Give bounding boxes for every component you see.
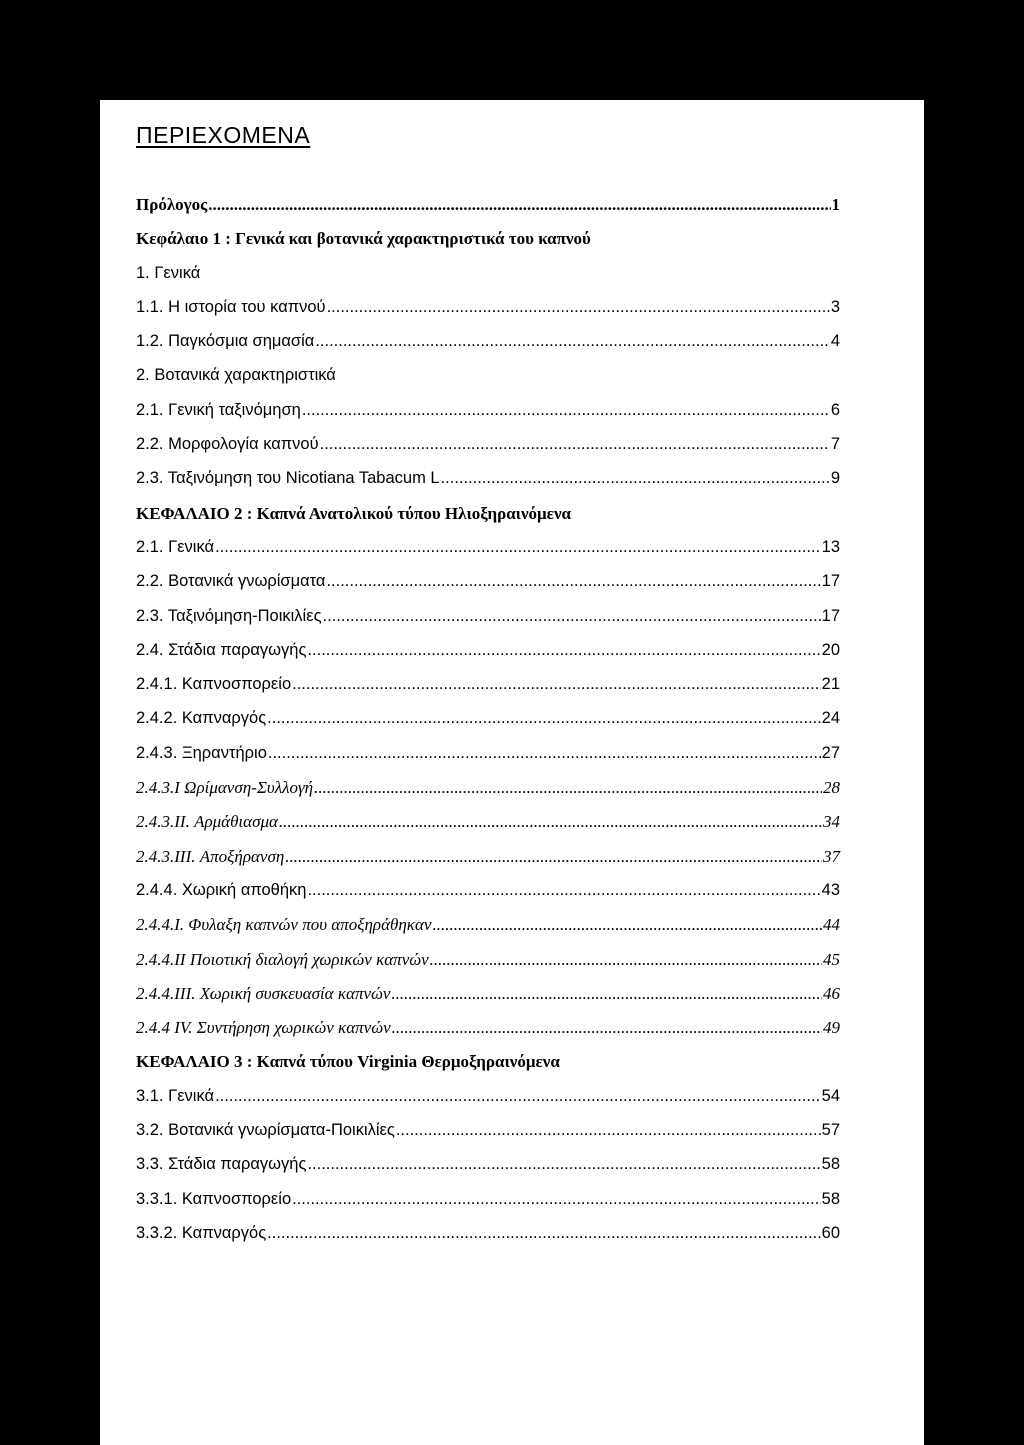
toc-entry-page-number: 4 xyxy=(830,332,840,351)
toc-entry-label: 2.4.3.III. Αποξήρανση xyxy=(136,846,285,866)
toc-entry xyxy=(136,1190,840,1224)
dot-leader xyxy=(315,332,830,351)
toc-entry xyxy=(136,847,840,881)
toc-entry-page-number: 17 xyxy=(821,572,840,591)
dot-leader xyxy=(267,709,820,728)
toc-entry-page-number: 24 xyxy=(821,709,840,728)
toc-entry-page-number: 58 xyxy=(821,1155,840,1174)
toc-entry-label: 2.4.1. Καπνοσπορείο xyxy=(136,675,292,694)
toc-entry-page-number: 6 xyxy=(830,400,840,419)
dot-leader xyxy=(292,675,821,694)
toc-entry xyxy=(136,1224,840,1258)
toc-entry-label: 2.4.4.II Ποιοτική διαλογή χωρικών καπνών xyxy=(136,949,429,969)
dot-leader xyxy=(320,435,830,454)
toc-entry xyxy=(136,1121,840,1155)
toc-entry-label: 2.4.3.I Ωρίμανση-Συλλογή xyxy=(136,778,314,798)
toc-entry-label: 2.1. Γενική ταξινόμηση xyxy=(136,400,301,419)
toc-entry-label: 3.1. Γενικά xyxy=(136,1086,215,1105)
dot-leader xyxy=(314,778,822,798)
toc-entry xyxy=(136,229,840,263)
toc-entry xyxy=(136,1018,840,1052)
toc-entry-label: 2.4.4.III. Χωρική συσκευασία καπνών xyxy=(136,983,391,1003)
toc-entry-label: 2.4.3. Ξηραντήριο xyxy=(136,743,267,762)
toc-entry xyxy=(136,435,840,469)
toc-entry-page-number: 7 xyxy=(830,435,840,454)
toc-entry xyxy=(136,332,840,366)
toc-entry xyxy=(136,298,840,332)
toc-entry-label: 2.2. Μορφολογία καπνού xyxy=(136,435,319,454)
dot-leader xyxy=(396,1121,821,1140)
toc-entry xyxy=(136,607,840,641)
toc-entry-page-number: 34 xyxy=(823,812,840,832)
dot-leader xyxy=(215,1087,821,1106)
toc-entry xyxy=(136,401,840,435)
toc-entry-label: ΚΕΦΑΛΑΙΟ 2 : Καπνά Ανατολικού τύπου Ηλιοξηραινόμενα xyxy=(136,503,572,523)
dot-leader xyxy=(285,847,822,867)
dot-leader xyxy=(307,1155,820,1174)
dot-leader xyxy=(430,950,822,970)
toc-entry xyxy=(136,641,840,675)
toc-entry-label: 3.2. Βοτανικά γνωρίσματα-Ποικιλίες xyxy=(136,1121,395,1140)
toc-entry-page-number: 54 xyxy=(821,1086,840,1105)
toc-entry-label: 2. Βοτανικά χαρακτηριστικά xyxy=(136,366,336,385)
toc-entry-page-number: 58 xyxy=(821,1189,840,1208)
toc-entry-page-number: 9 xyxy=(830,469,840,488)
toc-entry xyxy=(136,984,840,1018)
toc-entry-label: 2.3. Ταξινόμηση-Ποικιλίες xyxy=(136,606,322,625)
toc-entry xyxy=(136,1052,840,1086)
toc-entry-page-number: 57 xyxy=(821,1121,840,1140)
toc-entry xyxy=(136,778,840,812)
toc-entry-page-number: 20 xyxy=(821,640,840,659)
toc-entry-page-number: 45 xyxy=(823,949,840,969)
toc-entry-label: Κεφάλαιο 1 : Γενικά και βοτανικά χαρακτηριστικά του καπνού xyxy=(136,229,591,249)
toc-entry-page-number: 21 xyxy=(821,675,840,694)
toc-entry-label: 2.2. Βοτανικά γνωρίσματα xyxy=(136,572,326,591)
toc-entry-label: 1.2. Παγκόσμια σημασία xyxy=(136,332,315,351)
toc-entry xyxy=(136,744,840,778)
toc-entry-label: 2.4.4. Χωρική αποθήκη xyxy=(136,880,307,899)
toc-entry-page-number: 28 xyxy=(823,778,840,798)
toc-entry-label: 3.3.1. Καπνοσπορείο xyxy=(136,1189,292,1208)
table-of-contents xyxy=(136,195,840,1258)
dot-leader xyxy=(215,538,821,557)
toc-entry-label: Πρόλογος xyxy=(136,195,208,214)
toc-entry-label: 2.4.3.II. Αρμάθιασμα xyxy=(136,812,278,832)
dot-leader xyxy=(323,607,821,626)
toc-entry xyxy=(136,538,840,572)
toc-entry xyxy=(136,675,840,709)
toc-entry-page-number: 60 xyxy=(821,1223,840,1242)
toc-entry-label: 3.3.2. Καπναργός xyxy=(136,1223,267,1242)
dot-leader xyxy=(302,401,830,420)
dot-leader xyxy=(432,915,822,935)
dot-leader xyxy=(391,984,822,1004)
toc-entry-page-number: 44 xyxy=(823,915,840,935)
toc-entry xyxy=(136,915,840,949)
toc-entry-label: 2.4. Στάδια παραγωγής xyxy=(136,640,307,659)
toc-entry xyxy=(136,366,840,400)
toc-entry xyxy=(136,1155,840,1189)
toc-entry xyxy=(136,572,840,606)
dot-leader xyxy=(307,641,820,660)
toc-entry-page-number: 1 xyxy=(831,195,840,214)
toc-entry xyxy=(136,264,840,298)
toc-entry-page-number: 17 xyxy=(821,606,840,625)
dot-leader xyxy=(268,744,821,763)
dot-leader xyxy=(327,298,830,317)
toc-entry-label: 1. Γενικά xyxy=(136,263,201,282)
toc-entry xyxy=(136,1087,840,1121)
toc-entry xyxy=(136,195,840,229)
toc-entry-label: 3.3. Στάδια παραγωγής xyxy=(136,1155,307,1174)
dot-leader xyxy=(292,1190,821,1209)
dot-leader xyxy=(279,812,822,832)
toc-entry-label: ΚΕΦΑΛΑΙΟ 3 : Καπνά τύπου Virginia Θερμοξηραινόμενα xyxy=(136,1052,560,1072)
dot-leader xyxy=(441,469,830,488)
toc-entry-page-number: 37 xyxy=(823,846,840,866)
dot-leader xyxy=(307,881,820,900)
toc-entry-page-number: 43 xyxy=(821,880,840,899)
toc-entry xyxy=(136,709,840,743)
toc-entry xyxy=(136,881,840,915)
page-title: ΠΕΡΙΕΧΟΜΕΝΑ xyxy=(136,122,311,148)
toc-entry-page-number: 46 xyxy=(823,983,840,1003)
toc-entry-label: 2.1. Γενικά xyxy=(136,537,215,556)
toc-entry-label: 1.1. Η ιστορία του καπνού xyxy=(136,297,326,316)
document-page xyxy=(100,100,924,1445)
toc-entry-label: 2.4.4 IV. Συντήρηση χωρικών καπνών xyxy=(136,1018,391,1038)
toc-entry xyxy=(136,504,840,538)
dot-leader xyxy=(267,1224,820,1243)
toc-entry-label: 2.4.2. Καπναργός xyxy=(136,709,267,728)
toc-entry-page-number: 3 xyxy=(830,297,840,316)
toc-entry-label: 2.3. Ταξινόμηση του Nicotiana Tabacum L xyxy=(136,469,440,488)
toc-entry-page-number: 27 xyxy=(821,743,840,762)
dot-leader xyxy=(326,572,820,591)
dot-leader xyxy=(392,1018,822,1038)
toc-entry-page-number: 13 xyxy=(821,537,840,556)
toc-entry-label: 2.4.4.I. Φυλαξη καπνών που αποξηράθηκαν xyxy=(136,915,432,935)
toc-entry xyxy=(136,812,840,846)
dot-leader xyxy=(208,195,830,215)
toc-entry xyxy=(136,950,840,984)
toc-entry-page-number: 49 xyxy=(823,1018,840,1038)
toc-entry xyxy=(136,469,840,503)
